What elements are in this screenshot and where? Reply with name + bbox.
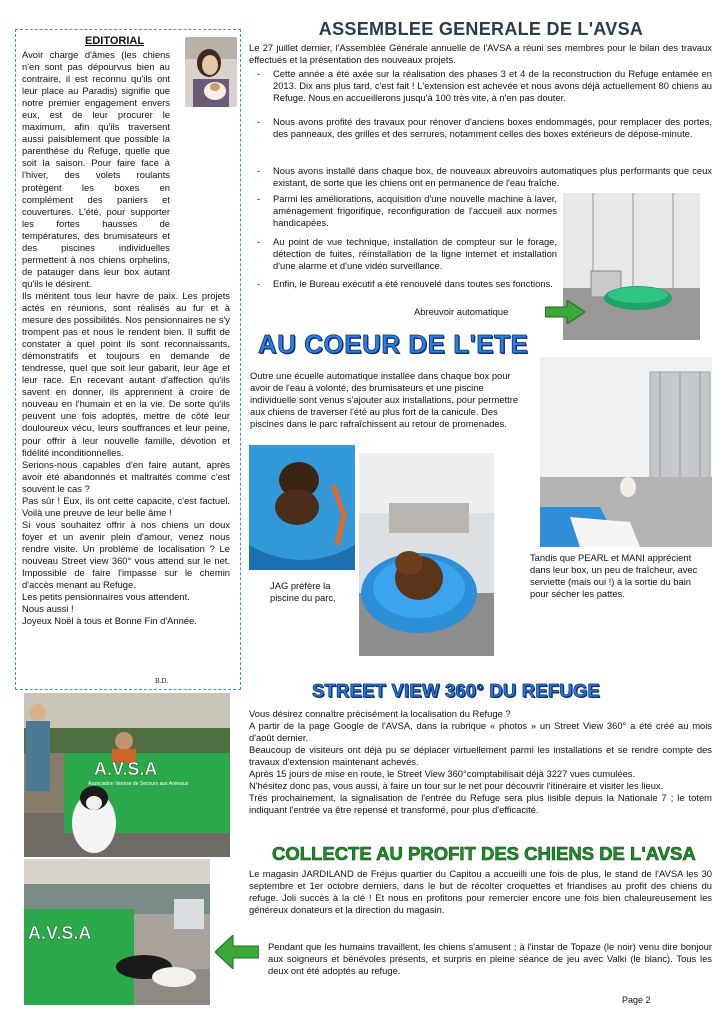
assemblee-title: ASSEMBLEE GENERALE DE L'AVSA bbox=[318, 19, 644, 39]
assemblee-bullet: - Cette année a été axée sur la réalisation des phases 3 et 4 de la reconstruction du Refuge entamée en 2013. Dix ans plus tard, c'est fait ! L'extension est achevée et nous avons déjà actuellement 80 chiens au Refuge. Nous en accueillerons jusqu'à 100 très vite, à n'en pas douter. bbox=[257, 68, 712, 103]
assemblee-bullet: - Parmi les améliorations, acquisition d'une nouvelle machine à laver, aménagement frigorifique, reconfiguration de l'accueil aux normes handicapées. bbox=[257, 193, 557, 228]
assemblee-bullet: - Nous avons profité des travaux pour rénover d'anciens boxes endommagés, pour remplacer des portes, des panneaux, des grilles et des serrures, notamment celles des boxes extérieurs de dépose-minute. bbox=[257, 116, 712, 139]
avsa-banner-subtitle: Association Varoise de Secours aux Animaux bbox=[88, 781, 189, 787]
page-number: Page 2 bbox=[622, 995, 651, 1005]
editorial-paragraph: Les petits pensionnaires vous attendent. bbox=[22, 591, 190, 603]
arrow-left-icon bbox=[215, 935, 259, 969]
street-view-paragraph: Après 15 jours de mise en route, le Street View 360°comptabilisait déjà 3227 vues cumulées. bbox=[249, 768, 636, 779]
assemblee-bullet: - Nous avons installé dans chaque box, de nouveaux abreuvoirs automatiques plus performants que ceux existant, de sorte que les chiens ont en permanence de l'eau fraîche. bbox=[257, 165, 712, 188]
editorial-title: EDITORIAL bbox=[85, 35, 145, 47]
street-view-paragraph: A partir de la page Google de l'AVSA, dans la rubrique « photos » un Street View 360° a été créé au mois d'août dernier. bbox=[249, 720, 712, 743]
editorial-paragraph: Si vous souhaitez offrir à nos chiens un doux foyer et un avenir plein d'amour, venez nous rendre visite. Un problème de localisation ? Le nouveau Street view 360° vous attend sur le net. Impossible de faire l'impasse sur le chemin d'accès menant au Refuge. bbox=[22, 518, 230, 591]
drinker-caption: Abreuvoir automatique bbox=[414, 306, 509, 317]
editorial-paragraph: Avoir charge d'âmes (les chiens n'en sont pas dépourvus bien au contraire, il est reconnu qu'ils ont leur place au Paradis) signifie que notre premier engagement envers eux, est de leur procurer le maximum, afin qu'ils traversent aussi paisiblement que possible la parenthèse du Refuge, quelle que soit la saison. Pour faire face à l'hiver, des volets roulants protègent les boxes en complément des paniers et couvertures. L'été, pour supporter les fortes hausses de températures, des brumisateurs et des piscines individuelles permettent à nos chiens orphelins, de patauger dans leur box autant qu'ils le désirent. bbox=[22, 49, 170, 289]
pearl-mani-caption: Tandis que PEARL et MANI apprécient dans leur box, un peu de fraîcheur, avec serviette (mais oui !) à la sortie du bain pour sécher les pattes. bbox=[530, 552, 698, 599]
street-view-text bbox=[249, 708, 712, 816]
avsa-banner-text: A.V.S.A bbox=[28, 923, 92, 943]
editorial-paragraph: Pas sûr ! Eux, ils ont cette capacité, c'est factuel. Voilà une preuve de leur belle âme ! bbox=[22, 494, 230, 518]
arrow-right-icon bbox=[545, 300, 585, 324]
assemblee-bullet: - Au point de vue technique, installation de compteur sur le forage, détection de fuites, réinstallation de la ligne internet et installation d'une alarme et d'une vidéo surveillance. bbox=[257, 236, 557, 271]
editorial-text bbox=[22, 49, 230, 627]
editorial-paragraph: Ils méritent tous leur havre de paix. Les projets actés en réunions, sont réalisés au fur et à mesure des possibilités. Nos pensionnaires ne s'y trompent pas et nous le rendent bien. Il suffit de constater à quel point ils sont reconnaissants, démonstratifs et toujours en demande de tendresse, quel que soit leur gabarit, leur âge et leur race. En recevant autant d'affection qu'ils savent en donner, ils apprennent à croire de nouveau en l'humain et en la vie. De sorte qu'ils peuvent une fois adoptés, mettre de côté leur douloureux vécu, leurs souffrances et leur peine, pour offrir à leur nouvelle famille, dévotion et fidélité inconditionnelles. bbox=[22, 289, 230, 458]
street-view-title: STREET VIEW 360° DU REFUGE bbox=[312, 680, 601, 701]
editorial-paragraph: Serions-nous capables d'en faire autant, après avoir été abandonnés et maltraités comme c'est souvent le cas ? bbox=[22, 458, 230, 494]
editorial-paragraph: Nous aussi ! bbox=[22, 603, 74, 615]
assemblee-bullet: - Enfin, le Bureau exécutif a été renouvelé dans toutes ses fonctions. bbox=[257, 278, 553, 289]
jag-pool-photo bbox=[249, 445, 355, 570]
topaze-valki-photo bbox=[24, 859, 210, 1005]
avsa-banner-text: A.V.S.A bbox=[94, 759, 158, 779]
assemblee-intro: Le 27 juillet dernier, l'Assemblée Générale annuelle de l'AVSA a réuni ses membres pour le bilan des travaux effectués et la présentation des nouveaux projets. bbox=[249, 42, 712, 65]
collecte-dogs-text: Pendant que les humains travaillent, les chiens s'amusent ; à l'instar de Topaze (le noir) venu dire bonjour aux soigneurs et bénévoles présents, et surpris en pleine séance de jeu avec Valki (le blanc). Tous les deux ont été adoptés au refuge. bbox=[268, 941, 712, 976]
ete-title: AU COEUR DE L'ETE bbox=[258, 329, 529, 359]
street-view-paragraph: Vous désirez connaître précisément la localisation du Refuge ? bbox=[249, 708, 511, 719]
collecte-text: Le magasin JARDILAND de Fréjus quartier du Capitou a accueilli une fois de plus, le stand de l'AVSA les 30 septembre et 1er octobre derniers, dans le but de récolter croquettes et friandises au profit des chiens du refuge. Joli succès à la clé ! Et nous en profitons pour remercier encore une fois bien chaleureusement les généreux donateurs et la direction du magasin. bbox=[249, 868, 712, 915]
pearl-pool-photo bbox=[359, 453, 494, 656]
editorial-paragraph: Joyeux Noël à tous et Bonne Fin d'Année. bbox=[22, 615, 197, 627]
jag-caption: JAG préfère la piscine du parc, bbox=[270, 580, 336, 603]
collecte-title: COLLECTE AU PROFIT DES CHIENS DE L'AVSA bbox=[272, 843, 696, 864]
ete-text: Outre une écuelle automatique installée dans chaque box pour avoir de l'eau à volonté, des brumisateurs et une piscine individuelle sont venus s'ajouter aux installations, pour permettre aux chiens de traverser l'été au plus fort de la canicule. Des piscines dans le parc rafraîchissent au retour de promenades. bbox=[250, 370, 519, 429]
street-view-paragraph: N'hésitez donc pas, vous aussi, à faire un tour sur le net pour découvrir l'itinéraire et visiter les lieux. bbox=[249, 780, 664, 791]
street-view-paragraph: Très prochainement, la signalisation de l'entrée du Refuge sera plus lisible depuis la Nationale 7 ; le totem indiquant l'entrée va être repensé et transformé, pour plus d'efficacité. bbox=[249, 792, 712, 815]
street-view-paragraph: Beaucoup de visiteurs ont déjà pu se déplacer virtuellement parmi les installations et se rendre compte des travaux d'extension maintenant achevés. bbox=[249, 744, 712, 767]
editorial-signature: B.D. bbox=[155, 677, 169, 685]
avsa-stand-photo bbox=[24, 693, 230, 857]
mani-box-photo bbox=[540, 357, 712, 547]
